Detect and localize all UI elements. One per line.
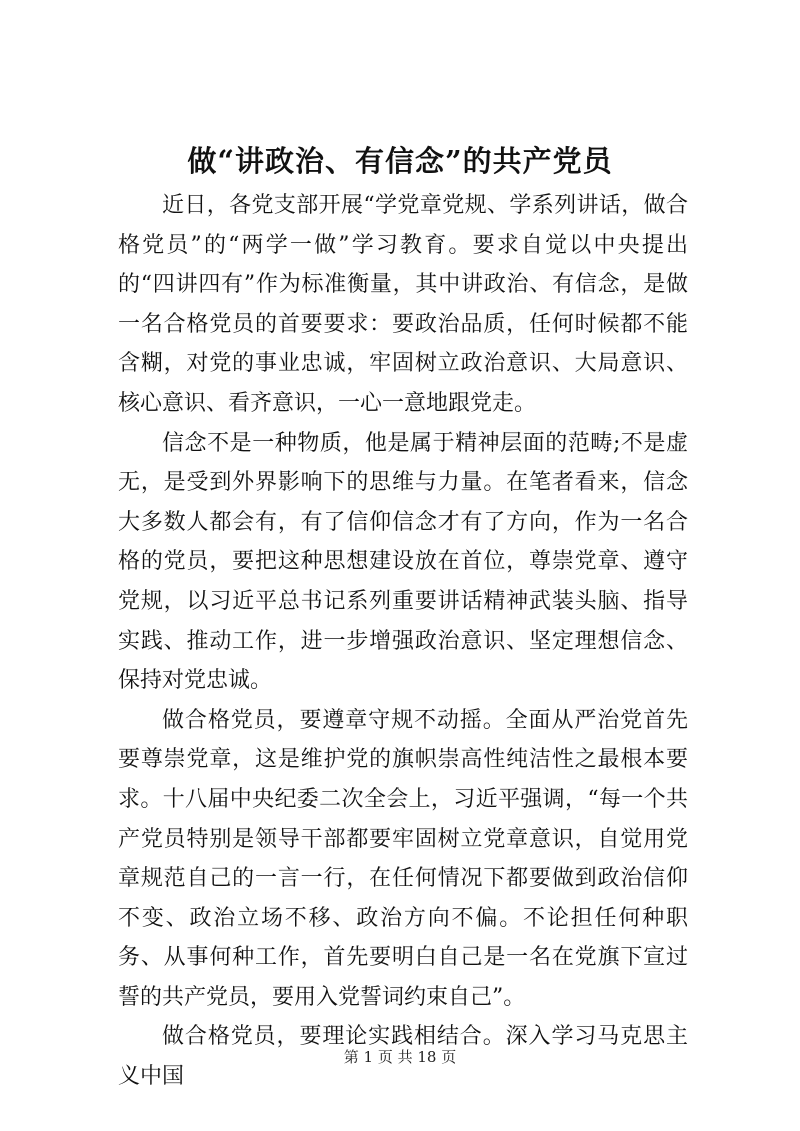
paragraph-1: 近日，各党支部开展“学党章党规、学系列讲话，做合格党员”的“两学一做”学习教育。要求自觉以中央提出的“四讲四有”作为标准衡量，其中讲政治、有信念，是做一名合格党员的首要要求：要政治品质，任何时候都不能含糊，对党的事业忠诚，牢固树立政治意识、大局意识、核心意识、看齐意识，一心一意地跟党走。 — [118, 193, 688, 416]
document-body — [118, 186, 688, 1097]
paragraph-3: 做合格党员，要遵章守规不动摇。全面从严治党首先要尊崇党章，这是维护党的旗帜崇高性纯洁性之最根本要求。十八届中央纪委二次全会上，习近平强调，“每一个共产党员特别是领导干部都要牢固树立党章意识，自觉用党章规范自己的一言一行，在任何情况下都要做到政治信仰不变、政治立场不移、政治方向不偏。不论担任何种职务、从事何种工作，首先要明白自己是一名在党旗下宣过誓的共产党员，要用入党誓词约束自己”。 — [118, 707, 688, 1010]
page-title: 做“讲政治、有信念”的共产党员 — [187, 144, 613, 178]
paragraph-4: 做合格党员，要理论实践相结合。深入学习马克思主义中国 — [118, 1024, 688, 1090]
page-number-footer: 第 1 页 共 18 页 — [343, 1048, 457, 1066]
paragraph-2: 信念不是一种物质，他是属于精神层面的范畴;不是虚无，是受到外界影响下的思维与力量。在笔者看来，信念大多数人都会有，有了信仰信念才有了方向，作为一名合格的党员，要把这种思想建设放在首位，尊崇党章、遵守党规，以习近平总书记系列重要讲话精神武装头脑、指导实践、推动工作，进一步增强政治意识、坚定理想信念、保持对党忠诚。 — [118, 430, 688, 694]
